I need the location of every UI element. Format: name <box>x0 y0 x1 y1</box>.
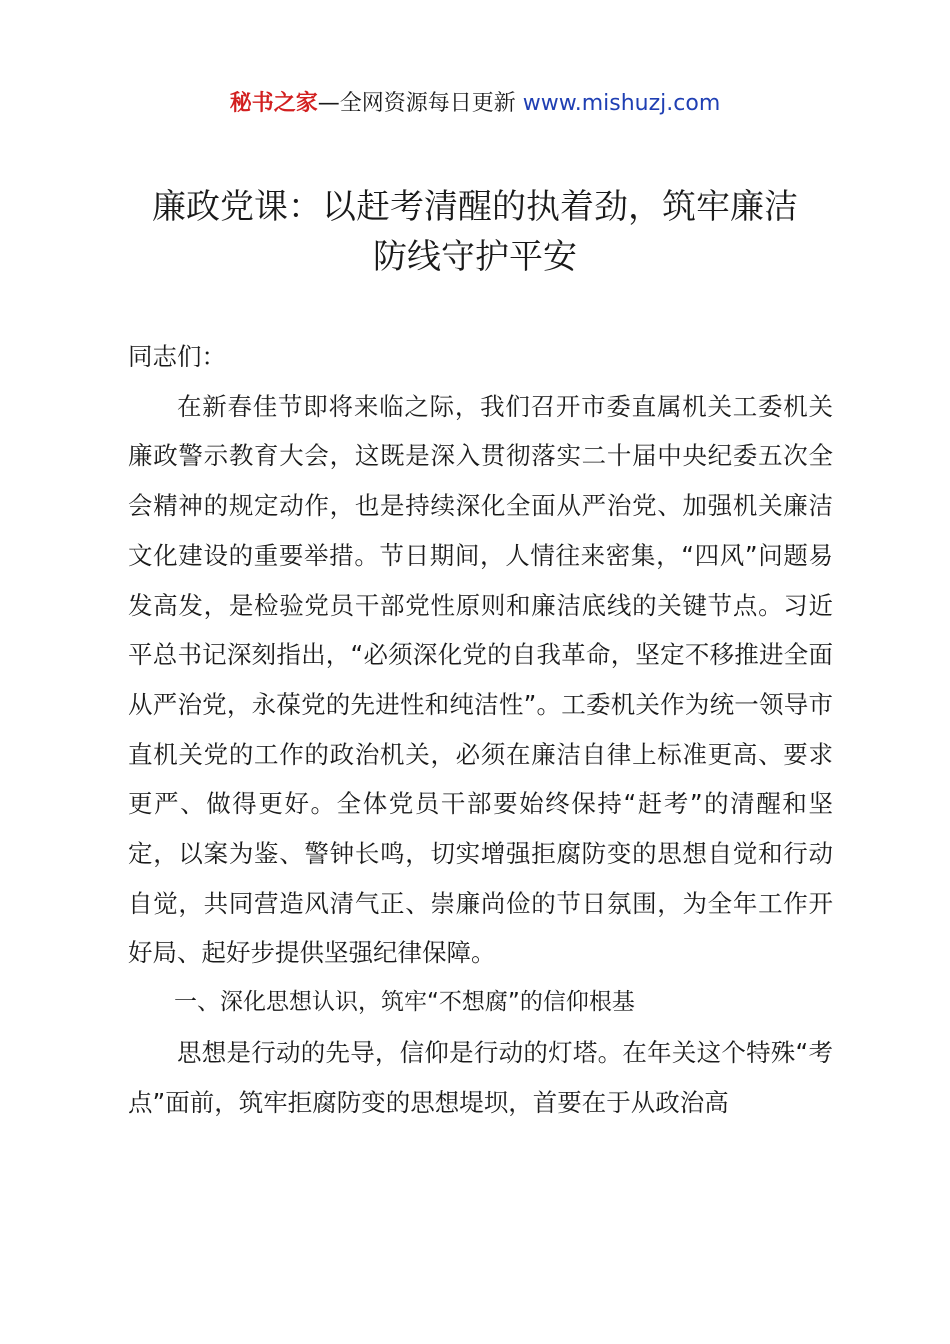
salutation: 同志们： <box>128 342 226 371</box>
header-slogan: —全网资源每日更新 <box>317 91 523 116</box>
title-line-2: 防线守护平安 <box>373 237 577 277</box>
paragraph-intro: 在新春佳节即将来临之际，我们召开市委直属机关工委机关廉政警示教育大会，这既是深入贯彻落实二十届中央纪委五次全会精神的规定动作，也是持续深化全面从严治党、加强机关廉洁文化建设的重要举措。节日期间，人情往来密集，“四风”问题易发高发，是检验党员干部党性原则和廉洁底线的关键节点。习近平总书记深刻指出，“必须深化党的自我革命，坚定不移推进全面从严治党，永葆党的先进性和纯洁性”。工委机关作为统一领导市直机关党的工作的政治机关，必须在廉洁自律上标准更高、要求更严、做得更好。全体党员干部要始终保持“赶考”的清醒和坚定，以案为鉴、警钟长鸣，切实增强拒腐防变的思想自觉和行动自觉，共同营造风清气正、崇廉尚俭的节日氛围，为全年工作开好局、起好步提供坚强纪律保障。 <box>128 391 833 968</box>
title-line-1: 廉政党课：以赶考清醒的执着劲，筑牢廉洁 <box>152 187 798 227</box>
paragraph-section-1: 思想是行动的先导，信仰是行动的灯塔。在年关这个特殊“考点”面前，筑牢拒腐防变的思想堤坝，首要在于从政治高 <box>128 1037 833 1117</box>
document-title <box>110 182 840 282</box>
page-header <box>0 88 950 120</box>
header-url-link[interactable]: www.mishuzj.com <box>522 91 721 116</box>
header-brand: 秘书之家 <box>229 91 318 116</box>
section-heading-1: 一、深化思想认识，筑牢“不想腐”的信仰根基 <box>174 989 635 1016</box>
document-body <box>128 332 833 1127</box>
